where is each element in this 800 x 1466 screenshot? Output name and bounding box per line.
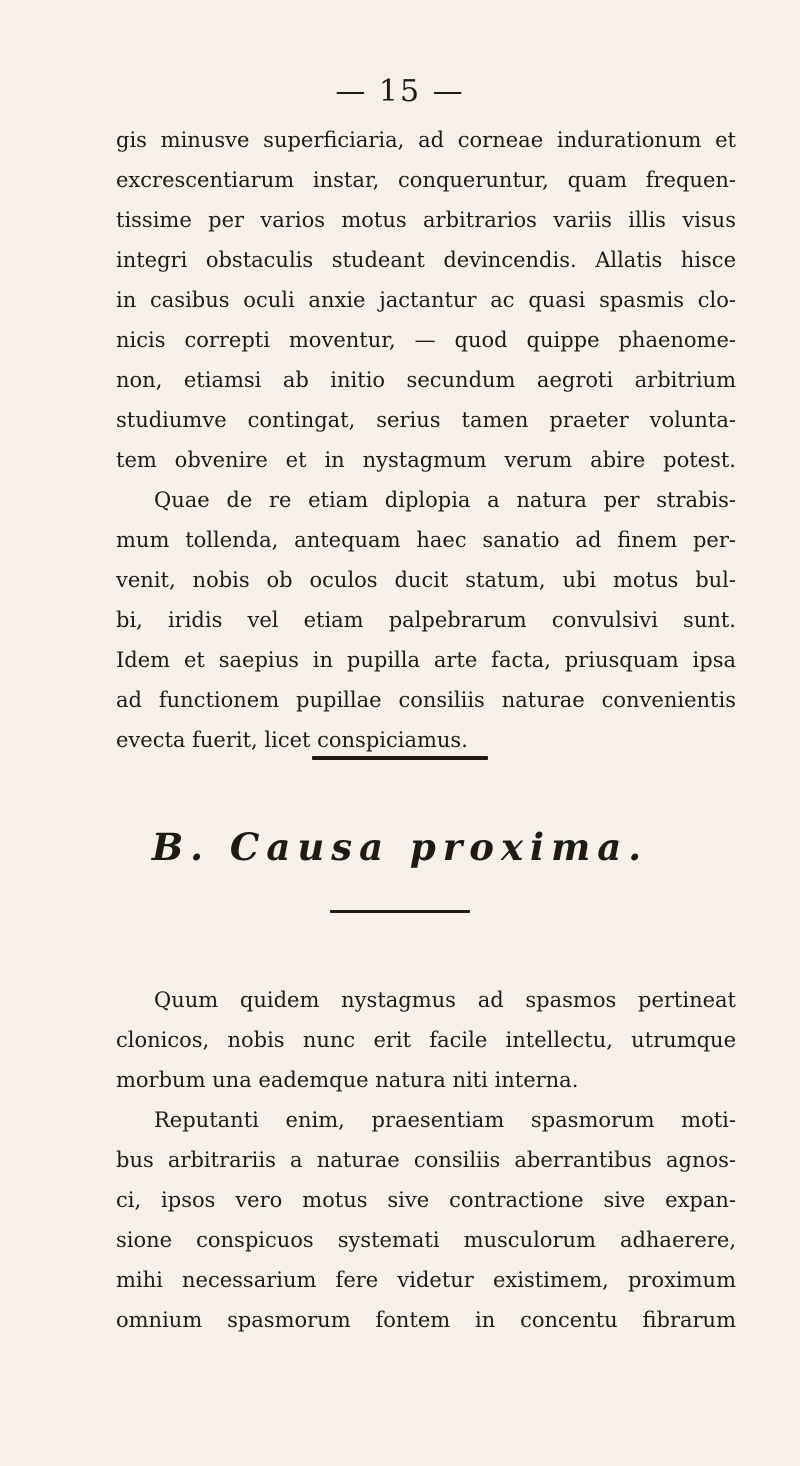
section-divider-bottom <box>330 910 470 913</box>
section-heading: B. Causa proxima. <box>151 825 649 869</box>
text-line: integri obstaculis studeant devincendis. Allatis hisce <box>116 248 736 272</box>
text-line: tem obvenire et in nystagmum verum abire potest. <box>116 448 736 472</box>
text-line: tissime per varios motus arbitrarios variis illis visus <box>116 208 736 232</box>
text-line: non, etiamsi ab initio secundum aegroti arbitrium <box>116 368 736 392</box>
text-line: studiumve contingat, serius tamen praeter volunta- <box>116 408 736 432</box>
text-line: morbum una eademque natura niti interna. <box>116 1068 579 1092</box>
text-line: excrescentiarum instar, conqueruntur, quam frequen- <box>116 168 736 192</box>
text-line: Idem et saepius in pupilla arte facta, priusquam ipsa <box>116 648 736 672</box>
page-number: — 15 — <box>335 74 465 109</box>
text-line: evecta fuerit, licet conspiciamus. <box>116 728 468 752</box>
text-line: mihi necessarium fere videtur existimem, proximum <box>116 1268 736 1292</box>
text-line: bus arbitrariis a naturae consiliis aberrantibus agnos- <box>116 1148 736 1172</box>
text-line: nicis correpti moventur, — quod quippe phaenome- <box>116 328 736 352</box>
text-line: ad functionem pupillae consiliis naturae convenientis <box>116 688 736 712</box>
text-line: Quae de re etiam diplopia a natura per strabis- <box>154 488 736 512</box>
text-line: mum tollenda, antequam haec sanatio ad finem per- <box>116 528 736 552</box>
text-line: Quum quidem nystagmus ad spasmos pertineat <box>154 988 736 1012</box>
text-line: ci, ipsos vero motus sive contractione sive expan- <box>116 1188 736 1212</box>
text-line: omnium spasmorum fontem in concentu fibrarum <box>116 1308 736 1332</box>
text-line: venit, nobis ob oculos ducit statum, ubi motus bul- <box>116 568 736 592</box>
text-line: Reputanti enim, praesentiam spasmorum moti- <box>154 1108 736 1132</box>
paragraph-1 <box>116 120 736 760</box>
paragraph-2 <box>116 980 736 1340</box>
text-line: gis minusve superficiaria, ad corneae indurationum et <box>116 128 736 152</box>
section-divider-top <box>312 756 488 760</box>
text-line: in casibus oculi anxie jactantur ac quasi spasmis clo- <box>116 288 736 312</box>
text-line: bi, iridis vel etiam palpebrarum convulsivi sunt. <box>116 608 736 632</box>
text-line: clonicos, nobis nunc erit facile intellectu, utrumque <box>116 1028 736 1052</box>
text-line: sione conspicuos systemati musculorum adhaerere, <box>116 1228 736 1252</box>
